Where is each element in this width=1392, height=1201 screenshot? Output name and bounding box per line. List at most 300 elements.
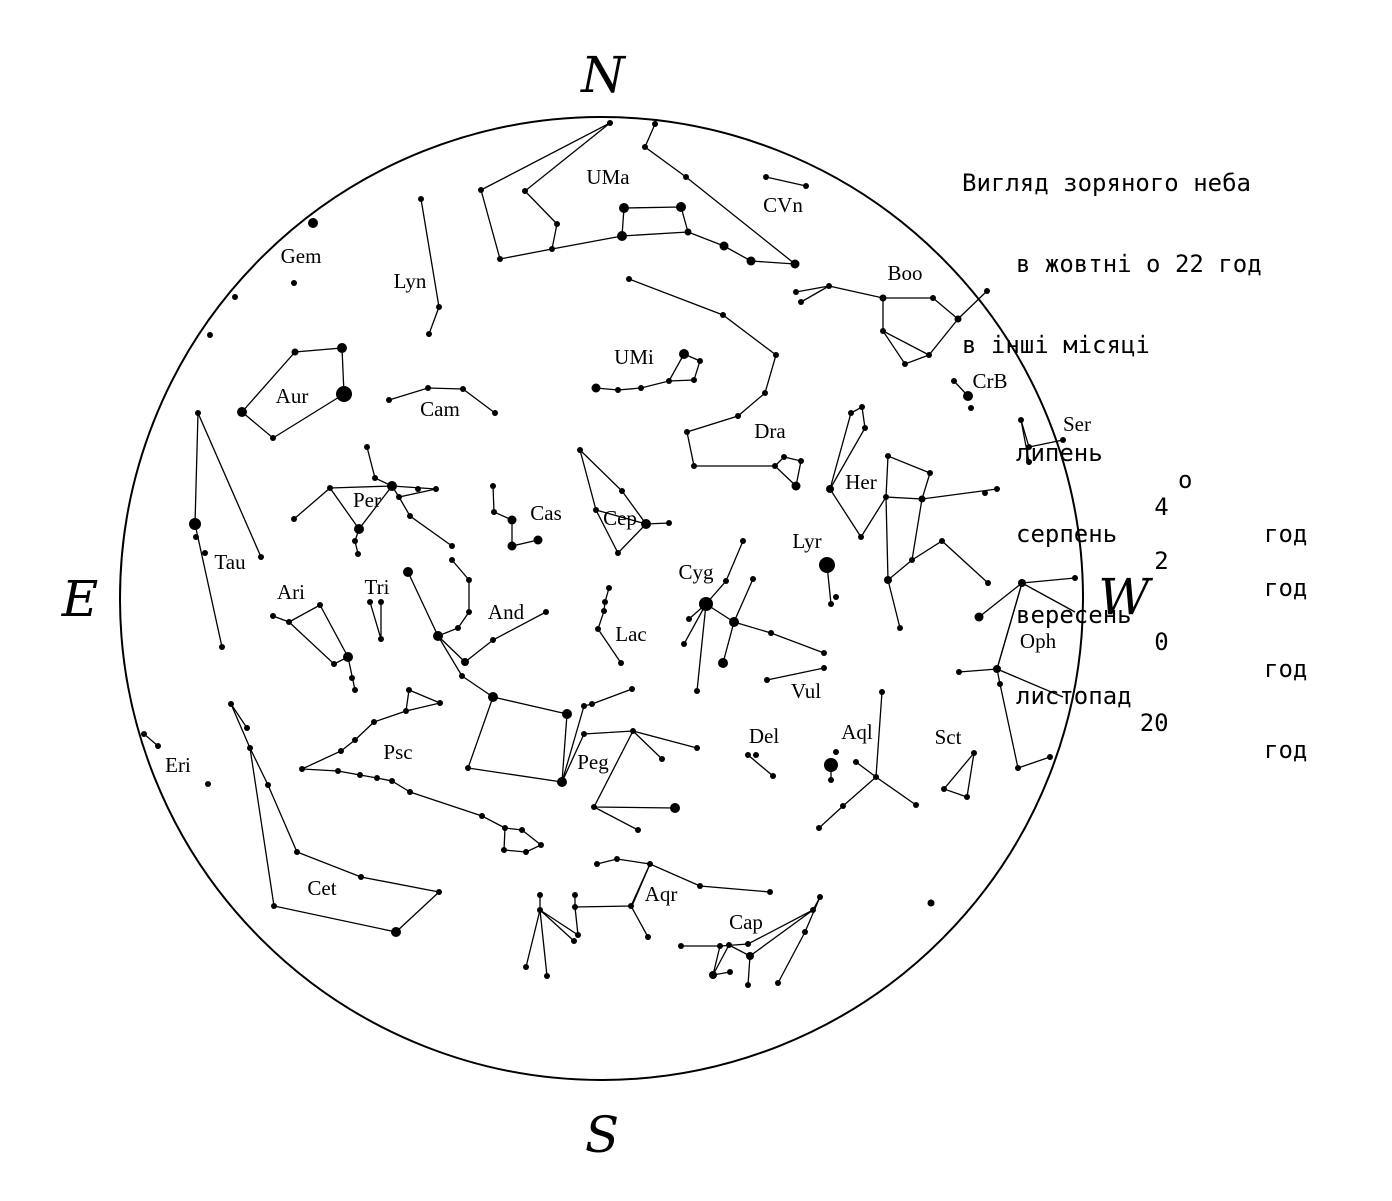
star bbox=[629, 686, 635, 692]
star bbox=[589, 701, 595, 707]
star bbox=[270, 613, 276, 619]
constellation-line bbox=[580, 450, 646, 553]
star bbox=[762, 390, 768, 396]
constellation-label-tri: Tri bbox=[364, 575, 390, 599]
star bbox=[606, 585, 612, 591]
constellation-line bbox=[766, 177, 806, 186]
star bbox=[685, 229, 692, 236]
star bbox=[352, 538, 358, 544]
star bbox=[449, 557, 455, 563]
star bbox=[781, 454, 787, 460]
constellation-line bbox=[629, 279, 796, 486]
star bbox=[508, 516, 517, 525]
star bbox=[352, 687, 358, 693]
star bbox=[615, 387, 621, 393]
star bbox=[735, 413, 741, 419]
star bbox=[391, 927, 401, 937]
star bbox=[479, 813, 485, 819]
constellation-line bbox=[883, 298, 958, 355]
star bbox=[641, 519, 651, 529]
star bbox=[659, 756, 665, 762]
star bbox=[619, 488, 625, 494]
direction-east: E bbox=[61, 570, 99, 628]
star bbox=[681, 641, 687, 647]
star bbox=[335, 768, 341, 774]
star bbox=[523, 849, 529, 855]
legend-title: Вигляд зоряного неба bbox=[962, 169, 1251, 197]
star bbox=[141, 731, 147, 737]
star bbox=[747, 257, 756, 266]
legend-row bbox=[962, 494, 1308, 602]
star bbox=[189, 518, 201, 530]
star bbox=[709, 971, 717, 979]
constellation-label-aqr: Aqr bbox=[644, 882, 678, 906]
legend-prefix: о bbox=[1178, 466, 1193, 494]
star bbox=[699, 597, 713, 611]
star bbox=[652, 121, 658, 127]
star bbox=[802, 929, 808, 935]
star bbox=[575, 932, 581, 938]
star bbox=[729, 617, 739, 627]
star bbox=[666, 378, 672, 384]
star bbox=[879, 689, 885, 695]
star bbox=[828, 601, 834, 607]
star bbox=[601, 608, 607, 614]
star bbox=[666, 520, 672, 526]
star bbox=[490, 483, 496, 489]
star bbox=[202, 550, 208, 556]
constellation-label-aql: Aql bbox=[841, 720, 873, 744]
star bbox=[497, 256, 503, 262]
constellation-label-uma: UMa bbox=[586, 165, 630, 189]
star bbox=[338, 748, 344, 754]
star bbox=[492, 410, 498, 416]
star bbox=[691, 463, 697, 469]
star bbox=[449, 543, 455, 549]
constellation-line bbox=[622, 207, 688, 236]
legend-month: листопад bbox=[1016, 682, 1132, 710]
constellation-line bbox=[819, 777, 876, 828]
star bbox=[406, 687, 412, 693]
star bbox=[833, 594, 839, 600]
star bbox=[228, 701, 234, 707]
constellation-line bbox=[408, 572, 462, 676]
star bbox=[745, 752, 751, 758]
star bbox=[740, 538, 746, 544]
constellation-line bbox=[886, 456, 930, 580]
star bbox=[833, 749, 839, 755]
constellation-label-sct: Sct bbox=[934, 725, 962, 749]
star bbox=[367, 599, 373, 605]
star bbox=[645, 934, 651, 940]
star bbox=[534, 536, 543, 545]
direction-south: S bbox=[584, 1106, 620, 1164]
star bbox=[387, 481, 397, 491]
star bbox=[415, 486, 421, 492]
star bbox=[717, 943, 723, 949]
star bbox=[727, 969, 733, 975]
star bbox=[684, 429, 690, 435]
star bbox=[352, 737, 358, 743]
star bbox=[880, 295, 887, 302]
star bbox=[337, 343, 347, 353]
star bbox=[436, 304, 442, 310]
star bbox=[683, 174, 689, 180]
star bbox=[884, 576, 892, 584]
constellation-label-and: And bbox=[487, 600, 525, 624]
constellation-line bbox=[876, 692, 916, 805]
legend-hour: 4 bbox=[1154, 493, 1169, 521]
star bbox=[773, 352, 779, 358]
constellation-line bbox=[540, 910, 574, 941]
star bbox=[726, 942, 732, 948]
star bbox=[291, 280, 297, 286]
star bbox=[455, 625, 461, 631]
star bbox=[594, 861, 600, 867]
constellation-line bbox=[195, 413, 222, 647]
star bbox=[247, 745, 253, 751]
star bbox=[317, 602, 323, 608]
star bbox=[331, 661, 337, 667]
star bbox=[425, 385, 431, 391]
star bbox=[364, 444, 370, 450]
star bbox=[764, 677, 770, 683]
constellation-label-cvn: CVn bbox=[763, 193, 803, 217]
star bbox=[694, 745, 700, 751]
star bbox=[926, 352, 932, 358]
constellation-line bbox=[406, 690, 409, 711]
star bbox=[378, 599, 384, 605]
star bbox=[614, 856, 620, 862]
constellation-line bbox=[468, 697, 567, 782]
legend-unit: год bbox=[1264, 655, 1308, 683]
constellation-label-tau: Tau bbox=[214, 550, 246, 574]
star bbox=[572, 892, 578, 898]
star bbox=[691, 377, 697, 383]
star bbox=[630, 728, 636, 734]
star bbox=[859, 404, 865, 410]
star bbox=[291, 516, 297, 522]
star bbox=[753, 752, 759, 758]
star bbox=[602, 599, 608, 605]
star bbox=[951, 378, 957, 384]
star bbox=[745, 982, 751, 988]
star bbox=[557, 777, 567, 787]
star bbox=[460, 386, 466, 392]
constellation-label-crb: CrB bbox=[972, 369, 1008, 393]
constellation-label-cet: Cet bbox=[307, 876, 337, 900]
star bbox=[694, 688, 700, 694]
star bbox=[638, 385, 644, 391]
star bbox=[767, 889, 773, 895]
star bbox=[955, 316, 962, 323]
star bbox=[840, 803, 846, 809]
star bbox=[292, 349, 299, 356]
star bbox=[816, 825, 822, 831]
star bbox=[885, 453, 891, 459]
star bbox=[930, 295, 936, 301]
constellation-line bbox=[856, 762, 876, 777]
direction-north: N bbox=[581, 46, 625, 104]
star bbox=[862, 425, 868, 431]
constellation-line bbox=[597, 859, 770, 892]
constellation-label-lac: Lac bbox=[615, 622, 647, 646]
star bbox=[697, 883, 703, 889]
star bbox=[433, 486, 439, 492]
star bbox=[670, 803, 680, 813]
star bbox=[258, 554, 264, 560]
star bbox=[371, 719, 377, 725]
star bbox=[810, 907, 816, 913]
constellation-label-her: Her bbox=[845, 470, 877, 494]
star bbox=[232, 294, 238, 300]
constellation-line bbox=[706, 604, 824, 653]
star bbox=[572, 904, 578, 910]
star bbox=[308, 218, 318, 228]
star bbox=[205, 781, 211, 787]
star bbox=[1047, 754, 1053, 760]
star bbox=[853, 759, 859, 765]
star bbox=[697, 358, 703, 364]
star bbox=[554, 221, 560, 227]
star bbox=[913, 802, 919, 808]
star bbox=[522, 188, 528, 194]
star bbox=[723, 578, 729, 584]
star bbox=[720, 312, 726, 318]
star bbox=[775, 980, 781, 986]
star bbox=[635, 827, 641, 833]
star bbox=[193, 534, 199, 540]
star bbox=[265, 782, 271, 788]
star bbox=[354, 524, 364, 534]
direction-west: W bbox=[1098, 568, 1150, 626]
constellation-label-dra: Dra bbox=[754, 419, 786, 443]
star bbox=[607, 120, 613, 126]
constellation-label-vul: Vul bbox=[790, 679, 822, 703]
legend bbox=[962, 116, 1308, 764]
star bbox=[195, 410, 201, 416]
star bbox=[821, 650, 827, 656]
star bbox=[207, 332, 213, 338]
star bbox=[577, 447, 583, 453]
star bbox=[595, 626, 601, 632]
star bbox=[358, 874, 364, 880]
star bbox=[939, 538, 945, 544]
star bbox=[819, 557, 835, 573]
star bbox=[355, 551, 361, 557]
constellation-label-aur: Aur bbox=[275, 384, 309, 408]
star bbox=[803, 183, 809, 189]
star bbox=[426, 331, 432, 337]
star bbox=[909, 557, 915, 563]
star bbox=[219, 644, 225, 650]
constellation-line bbox=[302, 769, 505, 828]
star bbox=[581, 731, 587, 737]
constellation-label-gem: Gem bbox=[280, 244, 322, 268]
star bbox=[349, 675, 355, 681]
star bbox=[793, 289, 799, 295]
star bbox=[466, 577, 472, 583]
star bbox=[407, 789, 413, 795]
constellation-label-boo: Boo bbox=[887, 261, 923, 285]
star bbox=[763, 174, 769, 180]
star bbox=[772, 463, 778, 469]
star bbox=[718, 658, 728, 668]
star bbox=[615, 550, 621, 556]
star bbox=[389, 778, 395, 784]
star bbox=[461, 658, 469, 666]
constellation-label-cyg: Cyg bbox=[678, 560, 714, 584]
star bbox=[686, 616, 692, 622]
horizon-circle bbox=[120, 117, 1083, 1080]
constellation-label-umi: UMi bbox=[614, 345, 654, 369]
constellation-line bbox=[198, 413, 261, 557]
star bbox=[792, 482, 801, 491]
star bbox=[378, 636, 384, 642]
constellation-line bbox=[438, 560, 469, 636]
star bbox=[581, 703, 587, 709]
constellation-label-cap: Cap bbox=[729, 910, 763, 934]
star bbox=[459, 673, 465, 679]
star bbox=[465, 765, 471, 771]
constellation-label-oph: Oph bbox=[1019, 629, 1057, 653]
constellation-line bbox=[421, 199, 439, 334]
star bbox=[437, 700, 443, 706]
constellation-label-cep: Cep bbox=[603, 506, 637, 530]
legend-hour: 0 bbox=[1154, 628, 1169, 656]
star bbox=[927, 470, 933, 476]
constellation-label-per: Per bbox=[353, 488, 381, 512]
star bbox=[523, 964, 529, 970]
star bbox=[678, 943, 684, 949]
constellation-label-lyr: Lyr bbox=[792, 529, 822, 553]
star bbox=[491, 509, 497, 515]
star bbox=[642, 144, 648, 150]
star bbox=[571, 938, 577, 944]
star bbox=[592, 384, 601, 393]
star bbox=[617, 231, 627, 241]
star bbox=[902, 361, 908, 367]
legend-month: вересень bbox=[1016, 601, 1132, 629]
star bbox=[791, 260, 800, 269]
star bbox=[848, 410, 854, 416]
star bbox=[858, 534, 864, 540]
constellation-line bbox=[594, 807, 638, 830]
constellation-line bbox=[462, 676, 493, 697]
star bbox=[941, 786, 947, 792]
star bbox=[294, 849, 300, 855]
star bbox=[964, 794, 970, 800]
star bbox=[746, 952, 754, 960]
constellation-label-eri: Eri bbox=[165, 753, 191, 777]
star bbox=[396, 494, 402, 500]
constellation-label-ser: Ser bbox=[1063, 412, 1091, 436]
star bbox=[619, 203, 629, 213]
constellation-label-cam: Cam bbox=[420, 397, 460, 421]
constellation-label-ari: Ari bbox=[277, 580, 305, 604]
star bbox=[798, 458, 804, 464]
star bbox=[628, 903, 634, 909]
star bbox=[271, 903, 277, 909]
legend-hour: 20 bbox=[1139, 709, 1169, 737]
star bbox=[676, 202, 686, 212]
star bbox=[883, 494, 889, 500]
constellation-line bbox=[748, 755, 773, 776]
star bbox=[537, 892, 543, 898]
legend-month: серпень bbox=[1016, 520, 1118, 548]
star bbox=[549, 246, 555, 252]
star bbox=[433, 631, 443, 641]
star bbox=[299, 766, 305, 772]
star bbox=[817, 894, 823, 900]
star bbox=[768, 630, 774, 636]
star bbox=[821, 665, 827, 671]
legend-month: липень bbox=[1016, 439, 1103, 467]
constellation-label-psc: Psc bbox=[383, 740, 413, 764]
star bbox=[826, 485, 834, 493]
constellation-label-peg: Peg bbox=[577, 750, 609, 774]
constellation-line bbox=[888, 580, 900, 628]
star bbox=[336, 386, 352, 402]
star bbox=[745, 941, 751, 947]
star bbox=[155, 743, 161, 749]
star bbox=[386, 397, 392, 403]
star bbox=[750, 576, 756, 582]
star bbox=[237, 407, 247, 417]
star bbox=[372, 475, 378, 481]
star bbox=[919, 496, 926, 503]
constellation-line bbox=[883, 331, 929, 364]
legend-hour: 2 bbox=[1154, 547, 1169, 575]
star bbox=[798, 299, 804, 305]
legend-unit: год bbox=[1264, 520, 1308, 548]
star bbox=[327, 485, 333, 491]
star bbox=[626, 276, 632, 282]
star bbox=[873, 774, 879, 780]
constellation-line bbox=[231, 704, 247, 728]
constellation-line bbox=[302, 690, 440, 769]
star bbox=[490, 637, 496, 643]
star bbox=[647, 861, 653, 867]
star bbox=[502, 825, 508, 831]
star bbox=[407, 513, 413, 519]
star bbox=[270, 435, 276, 441]
star bbox=[880, 328, 886, 334]
star bbox=[824, 758, 838, 772]
star bbox=[403, 708, 409, 714]
star bbox=[770, 773, 776, 779]
star bbox=[519, 827, 525, 833]
legend-unit: год bbox=[1264, 574, 1308, 602]
star bbox=[828, 777, 834, 783]
star bbox=[537, 907, 543, 913]
star bbox=[436, 889, 442, 895]
constellation-label-lyn: Lyn bbox=[393, 269, 427, 293]
star bbox=[488, 692, 498, 702]
constellation-line bbox=[399, 497, 452, 546]
star bbox=[357, 772, 363, 778]
star bbox=[826, 283, 832, 289]
constellation-line bbox=[370, 602, 381, 639]
star bbox=[508, 542, 517, 551]
constellation-label-cas: Cas bbox=[530, 501, 562, 525]
star bbox=[286, 619, 292, 625]
constellation-label-del: Del bbox=[748, 724, 780, 748]
star bbox=[928, 900, 935, 907]
star bbox=[466, 609, 472, 615]
legend-subtitle: в жовтні о 22 год bbox=[1016, 250, 1262, 278]
star bbox=[403, 567, 413, 577]
